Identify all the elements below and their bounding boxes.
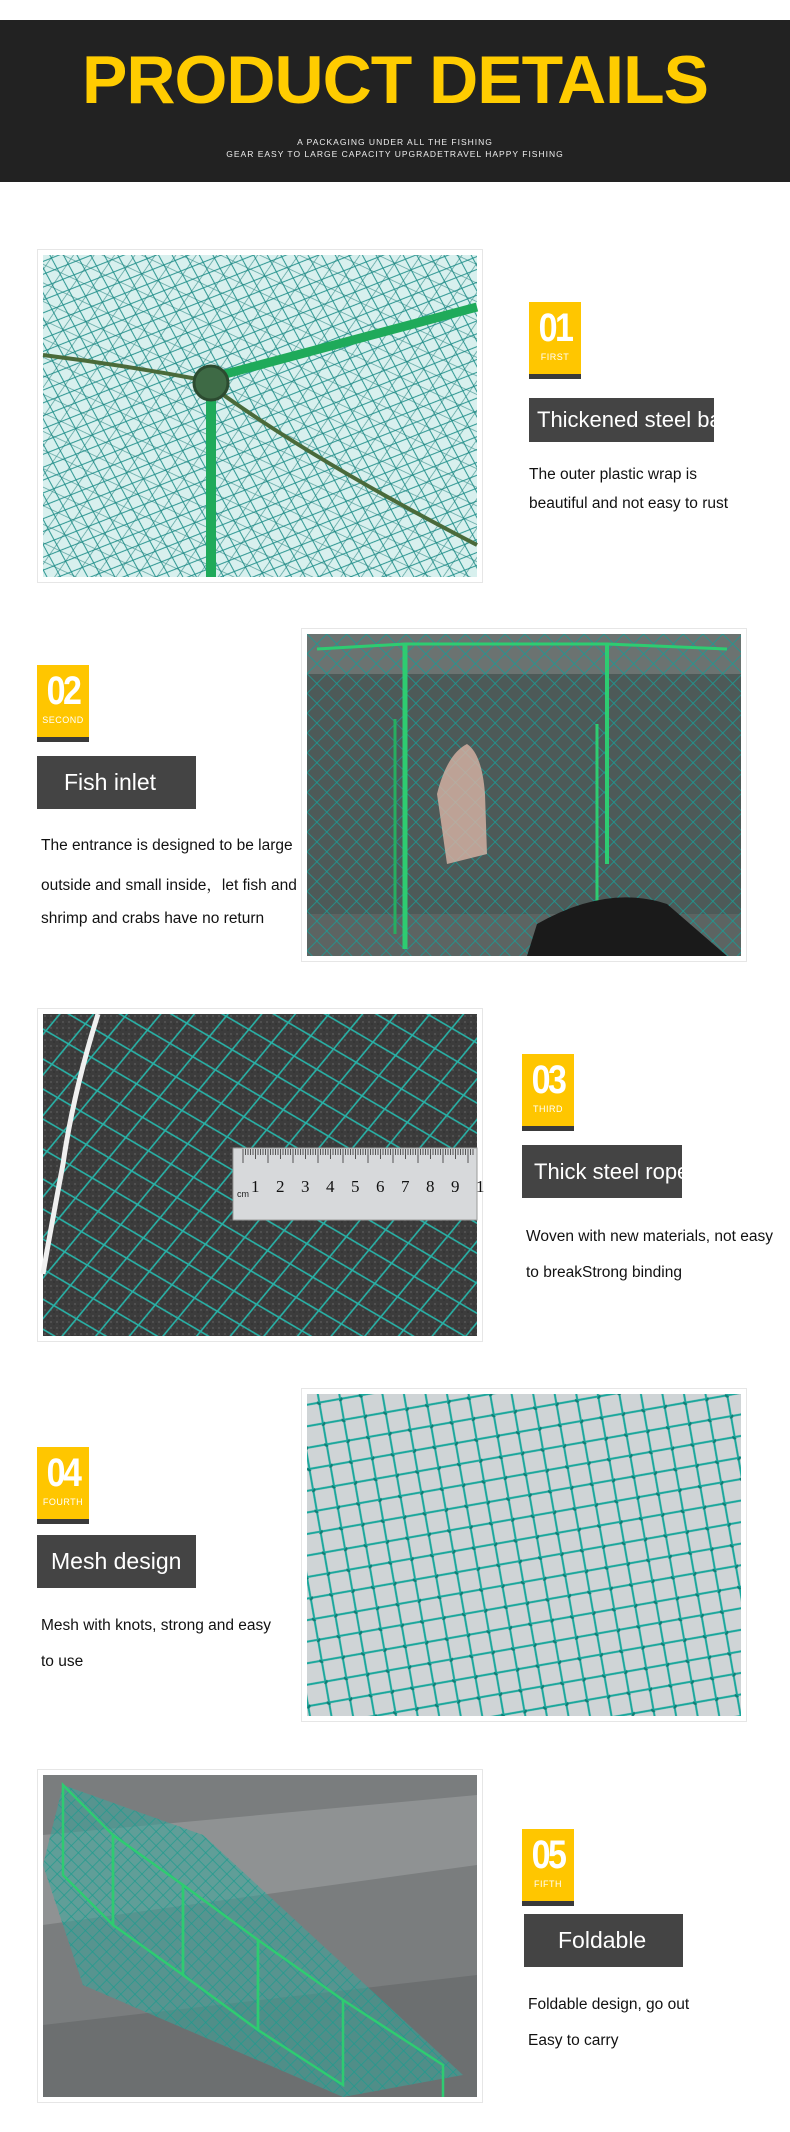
- feature-3-desc-line-2: to breakStrong binding: [526, 1264, 682, 1281]
- feature-5-desc-line-2: Easy to carry: [528, 2032, 619, 2049]
- feature-2-desc-line-2: outside and small inside，let fish and: [41, 877, 297, 894]
- knotted-mesh-image: [307, 1394, 741, 1716]
- ruler-digit: 4: [326, 1177, 335, 1196]
- feature-4-number: 04: [46, 1451, 80, 1495]
- feature-1-photo: [37, 249, 483, 583]
- net-with-steel-bar-image: [43, 255, 477, 577]
- feature-4-desc-line-2: to use: [41, 1653, 84, 1670]
- page-title: PRODUCT DETAILS: [82, 42, 708, 118]
- feature-4-photo: [301, 1388, 747, 1722]
- ruler-digit: 7: [401, 1177, 410, 1196]
- ruler-digit: 1: [251, 1177, 260, 1196]
- ruler-digit: 6: [376, 1177, 385, 1196]
- feature-1-number-badge: [529, 302, 581, 379]
- ruler-digit: 9: [451, 1177, 460, 1196]
- header-banner: [0, 20, 790, 182]
- feature-2-number-badge: [37, 665, 89, 742]
- ruler-digit: 3: [301, 1177, 310, 1196]
- feature-3-number: 03: [531, 1058, 565, 1102]
- header-subtitle-line-2: GEAR EASY TO LARGE CAPACITY UPGRADETRAVEL HAPPY FISHING: [226, 149, 564, 159]
- feature-5-ordinal: FIFTH: [534, 1879, 562, 1889]
- feature-4-desc-line-1: Mesh with knots, strong and easy: [41, 1617, 272, 1634]
- ruler-unit: cm: [237, 1189, 249, 1199]
- header-subtitle-line-1: A PACKAGING UNDER ALL THE FISHING: [297, 137, 493, 147]
- ruler-digit: 5: [351, 1177, 360, 1196]
- feature-5-title: Foldable: [524, 1914, 683, 1967]
- feature-4-ordinal: FOURTH: [42, 1497, 84, 1507]
- feature-1-desc-line-2: beautiful and not easy to rust: [529, 495, 729, 512]
- feature-3-ordinal: THIRD: [533, 1104, 563, 1114]
- ruler-digit: 8: [426, 1177, 435, 1196]
- feature-2-number: 02: [46, 669, 80, 713]
- ruler-digit: 2: [276, 1177, 285, 1196]
- net-with-ruler-image: [43, 1014, 485, 1336]
- feature-3-desc-line-1: Woven with new materials, not easy: [526, 1228, 773, 1245]
- feature-1-ordinal: FIRST: [540, 352, 570, 362]
- feature-3-title: Thick steel rope: [522, 1145, 682, 1198]
- feature-4-number-badge: [37, 1447, 89, 1524]
- net-entrance-with-hand-image: [307, 634, 741, 956]
- feature-2-ordinal: SECOND: [42, 715, 84, 725]
- ruler-digit: 1: [476, 1177, 485, 1196]
- feature-5-photo: [37, 1769, 483, 2103]
- feature-1-title: Thickened steel bar: [529, 398, 714, 442]
- extended-cage-net-image: [43, 1775, 477, 2097]
- feature-2-desc-line-3: shrimp and crabs have no return: [41, 910, 265, 927]
- feature-2-desc-line-1: The entrance is designed to be large: [41, 837, 293, 854]
- feature-1-number: 01: [538, 306, 572, 350]
- feature-5-number-badge: [522, 1829, 574, 1906]
- feature-5-number: 05: [531, 1833, 565, 1877]
- feature-3-photo: [37, 1008, 483, 1342]
- feature-2-photo: [301, 628, 747, 962]
- feature-4-title: Mesh design: [37, 1535, 196, 1588]
- feature-1-desc-line-1: The outer plastic wrap is: [529, 466, 697, 483]
- feature-2-title: Fish inlet: [37, 756, 196, 809]
- feature-3-number-badge: [522, 1054, 574, 1131]
- feature-5-desc-line-1: Foldable design, go out: [528, 1996, 690, 2013]
